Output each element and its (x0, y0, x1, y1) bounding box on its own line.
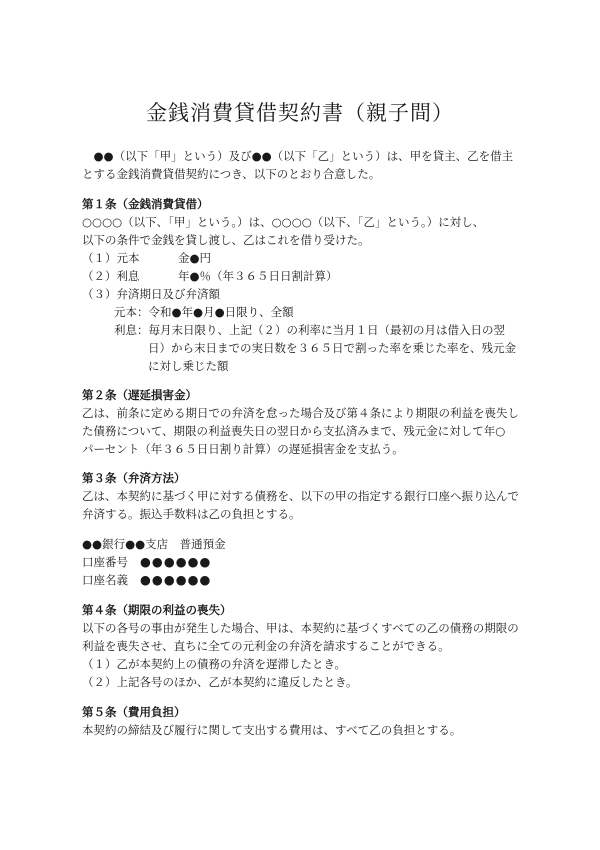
account-number-label: 口座番号 (82, 555, 128, 569)
article-3-line: 弁済する。振込手数料は乙の負担とする。 (82, 507, 301, 521)
article-1-line: 以下の条件で金銭を貸し渡し、乙はこれを借り受けた。 (82, 233, 370, 247)
item-value: 金●円 (178, 251, 212, 265)
article-3-line: 乙は、本契約に基づく甲に対する債務を、以下の甲の指定する銀行口座へ振り込んで (82, 489, 519, 503)
article-2-line: 乙は、前条に定める期日での弁済を怠った場合及び第４条により期限の利益を喪失し (82, 406, 519, 420)
bank-info: ●●銀行●●支店 普通預金 (82, 537, 226, 551)
intro-line: とする金銭消費貸借契約につき、以下のとおり合意した。 (82, 167, 381, 181)
article-4-line: 以下の各号の事由が発生した場合、甲は、本契約に基づくすべての乙の債務の期限の (82, 621, 519, 635)
account-name-value: ●●●●●● (140, 572, 212, 587)
item-label: （２）利息 (82, 269, 140, 283)
article-2-heading: 第２条（遅延損害金） (82, 388, 197, 402)
account-name-label: 口座名義 (82, 573, 128, 587)
article-1-heading: 第１条（金銭消費貸借） (82, 197, 209, 211)
article-3-heading: 第３条（弁済方法） (82, 471, 186, 485)
item-label: （３）弁済期日及び弁済額 (82, 287, 220, 301)
intro-line: ●●（以下「甲」という）及び●●（以下「乙」という）は、甲を貸主、乙を借主 (82, 149, 514, 163)
article-4-line: 利益を喪失させ、直ちに全ての元利金の弁済を請求することができる。 (82, 639, 450, 653)
account-number-value: ●●●●●● (140, 554, 212, 569)
repayment-principal: 元本：令和●年●月●日限り、全額 (114, 305, 294, 319)
item-label: （１）元本 (82, 251, 140, 265)
article-4-item: （１）乙が本契約上の債務の弁済を遅滞したとき。 (82, 657, 347, 671)
article-1-line: ○○○○（以下、「甲」という。）は、○○○○（以下、「乙」という。）に対し、 (82, 215, 485, 229)
repayment-interest: 利息：毎月末日限り、上記（２）の利率に当月１日（最初の月は借入日の翌 (114, 323, 505, 337)
article-5-line: 本契約の締結及び履行に関して支出する費用は、すべて乙の負担とする。 (82, 723, 462, 737)
document-title: 金銭消費貸借契約書（親子間） (146, 101, 454, 125)
repayment-interest: 日）から末日までの実日数を３６５日で割った率を乗じた率を、残元金 (148, 341, 516, 355)
article-2-line: た債務について、期限の利益喪失日の翌日から支払済みまで、残元金に対して年○ (82, 424, 506, 438)
article-4-item: （２）上記各号のほか、乙が本契約に違反したとき。 (82, 675, 358, 689)
item-value: 年●％（年３６５日日割計算） (178, 269, 338, 283)
article-2-line: パーセント（年３６５日日割り計算）の遅延損害金を支払う。 (82, 442, 404, 456)
article-4-heading: 第４条（期限の利益の喪失） (82, 603, 232, 617)
repayment-interest: に対し乗じた額 (148, 359, 229, 373)
article-5-heading: 第５条（費用負担） (82, 705, 186, 719)
